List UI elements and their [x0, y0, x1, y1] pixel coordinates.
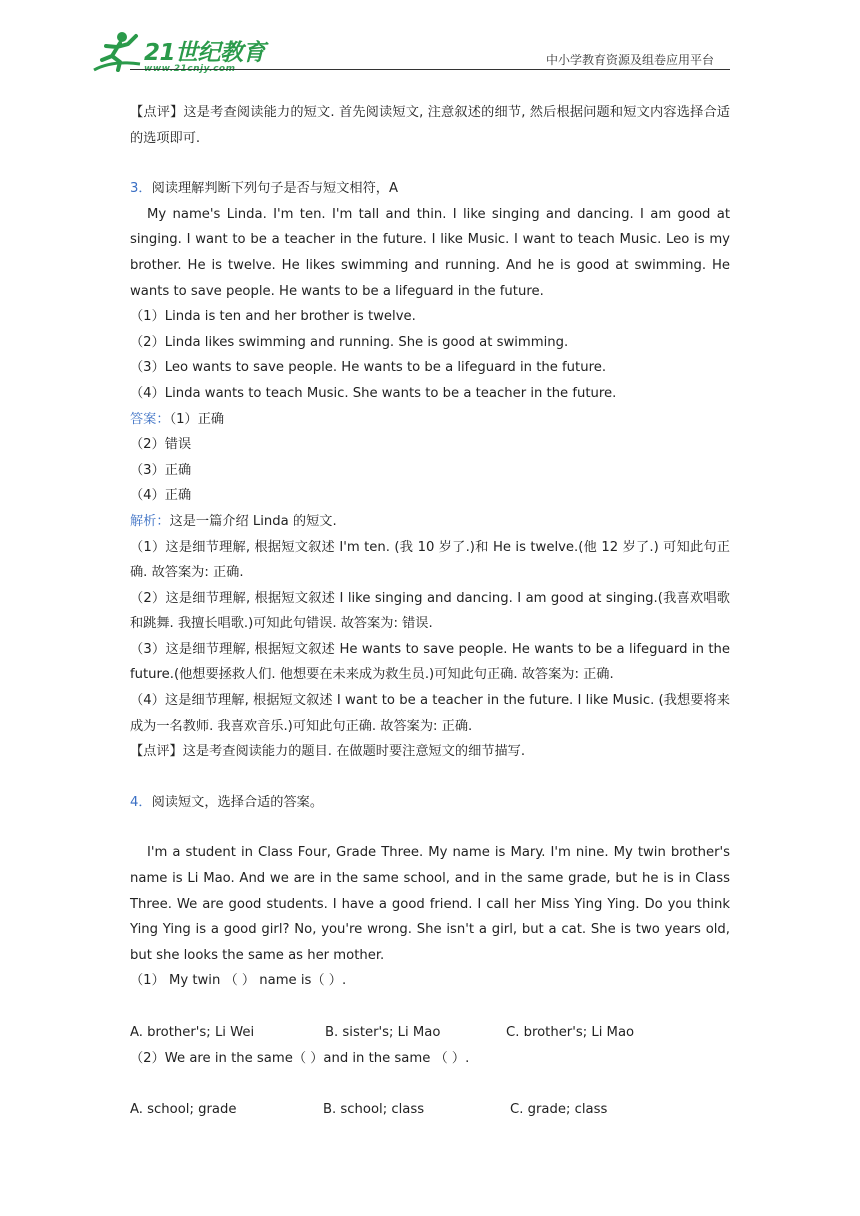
q3-answer: （2）错误	[130, 437, 192, 453]
q3-analysis-line	[130, 509, 730, 535]
q3-answer: （1）正确	[169, 411, 225, 427]
q2-comment: 【点评】这是考查阅读能力的短文. 首先阅读短文, 注意叙述的细节, 然后根据问题和短文内容选择合适的选项即可.	[130, 105, 730, 146]
q4-options	[130, 1097, 730, 1123]
option-a: A. brother's; Li Wei	[130, 1025, 255, 1040]
q4-title: 阅读短文，选择合适的答案。	[151, 794, 324, 810]
spacer	[130, 1071, 730, 1097]
q3-statement: （3）Leo wants to save people. He wants to be a lifeguard in the future.	[130, 360, 607, 376]
q3-answer-line	[130, 407, 730, 433]
option-b: B. sister's; Li Mao	[325, 1025, 441, 1040]
q4-heading	[130, 790, 730, 816]
q3-number: 3．	[130, 181, 152, 197]
q3-title: 阅读理解判断下列句子是否与短文相符，A	[151, 181, 398, 197]
option-a: A. school; grade	[130, 1102, 237, 1118]
q3-analysis-item: （1）这是细节理解, 根据短文叙述 I'm ten. (我 10 岁了.)和 He is twelve.(他 12 岁了.) 可知此句正确. 故答案为: 正确.	[130, 539, 730, 581]
q3-statement: （4）Linda wants to teach Music. She wants to be a teacher in the future.	[130, 385, 617, 401]
spacer	[130, 765, 730, 790]
runner-logo-icon	[92, 30, 144, 74]
q4-question-stem: （1） My twin （ ） name is（ ）.	[130, 973, 347, 989]
header-divider	[130, 69, 730, 70]
option-c: C. brother's; Li Mao	[506, 1025, 635, 1040]
q3-comment: 【点评】这是考查阅读能力的题目. 在做题时要注意短文的细节描写.	[130, 744, 526, 760]
analysis-label: 解析：	[130, 513, 170, 529]
answer-label: 答案：	[130, 411, 170, 427]
q3-statement: （2）Linda likes swimming and running. She is good at swimming.	[130, 334, 569, 350]
spacer	[130, 815, 730, 840]
q3-analysis-item: （2）这是细节理解, 根据短文叙述 I like singing and dancing. I am good at singing.(我喜欢唱歌和跳舞. 我擅长唱歌.)可知此句错误. 故答案为: 错误.	[130, 590, 730, 632]
option-b: B. school; class	[323, 1102, 425, 1118]
q4-question-stem: （2）We are in the same（ ）and in the same （ ）.	[130, 1050, 470, 1066]
q3-analysis-item: （4）这是细节理解, 根据短文叙述 I want to be a teacher in the future. I like Music. (我想要将来成为一名教师. 我喜欢音乐.)可知此句正确. 故答案为: 正确.	[130, 693, 730, 734]
document-body	[130, 100, 730, 1123]
spacer	[130, 994, 730, 1020]
q4-options	[130, 1020, 730, 1046]
q3-heading	[130, 176, 730, 202]
spacer	[130, 151, 730, 176]
logo-text: 21世纪教育	[144, 40, 266, 66]
q3-statement: （1）Linda is ten and her brother is twelve.	[130, 309, 416, 325]
logo-url: www.21cnjy.com	[144, 64, 236, 74]
q3-analysis-item: （3）这是细节理解, 根据短文叙述 He wants to save people. He wants to be a lifeguard in the future.(他想要拯救人们. 他想要在未来成为救生员.)可知此句正确. 故答案为: 正确.	[130, 641, 730, 683]
q4-number: 4．	[130, 794, 152, 810]
option-c: C. grade; class	[510, 1102, 608, 1118]
q4-passage: I'm a student in Class Four, Grade Three. My name is Mary. I'm nine. My twin brother's name is Li Mao. And we are in the same school, and in the same grade, but he is in Class Three. We are good students. I have a good friend. I call her Miss Ying Ying. Do you think Ying Ying is a good girl? No, you're wrong. She isn't a girl, but a cat. She is two years old, but she looks the same as her mother.	[130, 845, 730, 963]
page-header	[0, 0, 860, 80]
platform-name: 中小学教育资源及组卷应用平台	[545, 53, 714, 67]
q3-analysis-intro: 这是一篇介绍 Linda 的短文.	[169, 513, 337, 529]
q3-answer: （3）正确	[130, 462, 192, 478]
q3-passage: My name's Linda. I'm ten. I'm tall and thin. I like singing and dancing. I am good at singing. I want to be a teacher in the future. I like Music. I want to teach Music. Leo is my brother. He is twelve. He likes swimming and running. And he is good at swimming. He wants to save people. He wants to be a lifeguard in the future.	[130, 206, 730, 299]
logo	[92, 30, 266, 80]
q3-answer: （4）正确	[130, 488, 192, 504]
